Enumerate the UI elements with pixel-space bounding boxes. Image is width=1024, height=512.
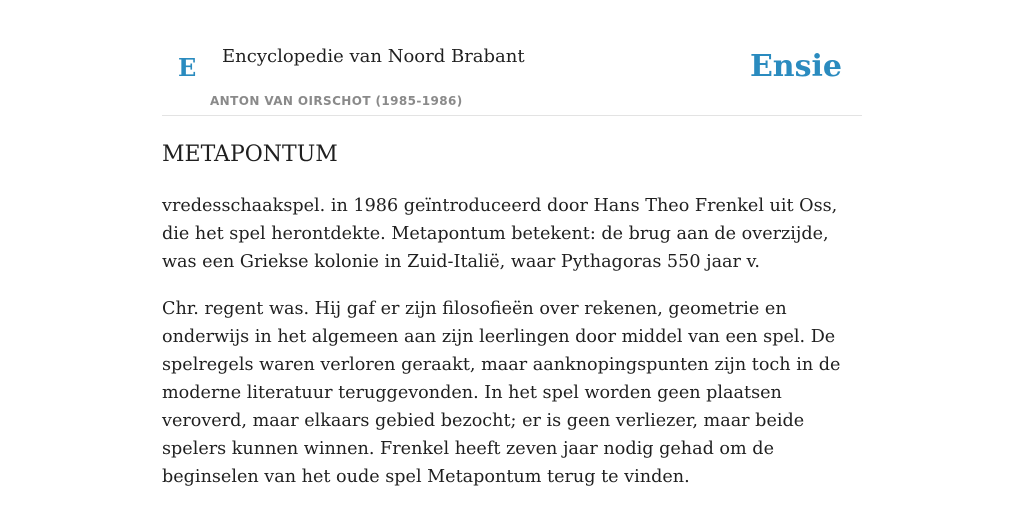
article-title: METAPONTUM (162, 142, 338, 167)
page (162, 0, 862, 487)
ensie-logo[interactable]: Ensie (749, 49, 842, 84)
source-author: ANTON VAN OIRSCHOT (1985-1986) (210, 94, 463, 108)
source-logo-icon[interactable]: E (178, 53, 197, 82)
article-paragraph: Chr. regent was. Hij gaf er zijn filosofieën over rekenen, geometrie en onderwijs in het algemeen aan zijn leerlingen door middel van een spel. De spelregels waren verloren geraakt, maar aanknopingspunten zijn toch in de moderne literatuur teruggevonden. In het spel worden geen plaatsen veroverd, maar elkaars gebied bezocht; er is geen verliezer, maar beide spelers kunnen winnen. Frenkel heeft zeven jaar nodig gehad om de beginselen van het oude spel Metapontum terug te vinden. (162, 299, 841, 487)
article-body (162, 192, 862, 510)
header (162, 0, 862, 116)
article-paragraph: vredesschaakspel. in 1986 geïntroduceerd door Hans Theo Frenkel uit Oss, die het spel herontdekte. Metapontum betekent: de brug aan de overzijde, was een Griekse kolonie in Zuid-Italië, waar Pythagoras 550 jaar v. (162, 196, 838, 272)
source-title-link[interactable]: Encyclopedie van Noord Brabant (222, 46, 525, 67)
